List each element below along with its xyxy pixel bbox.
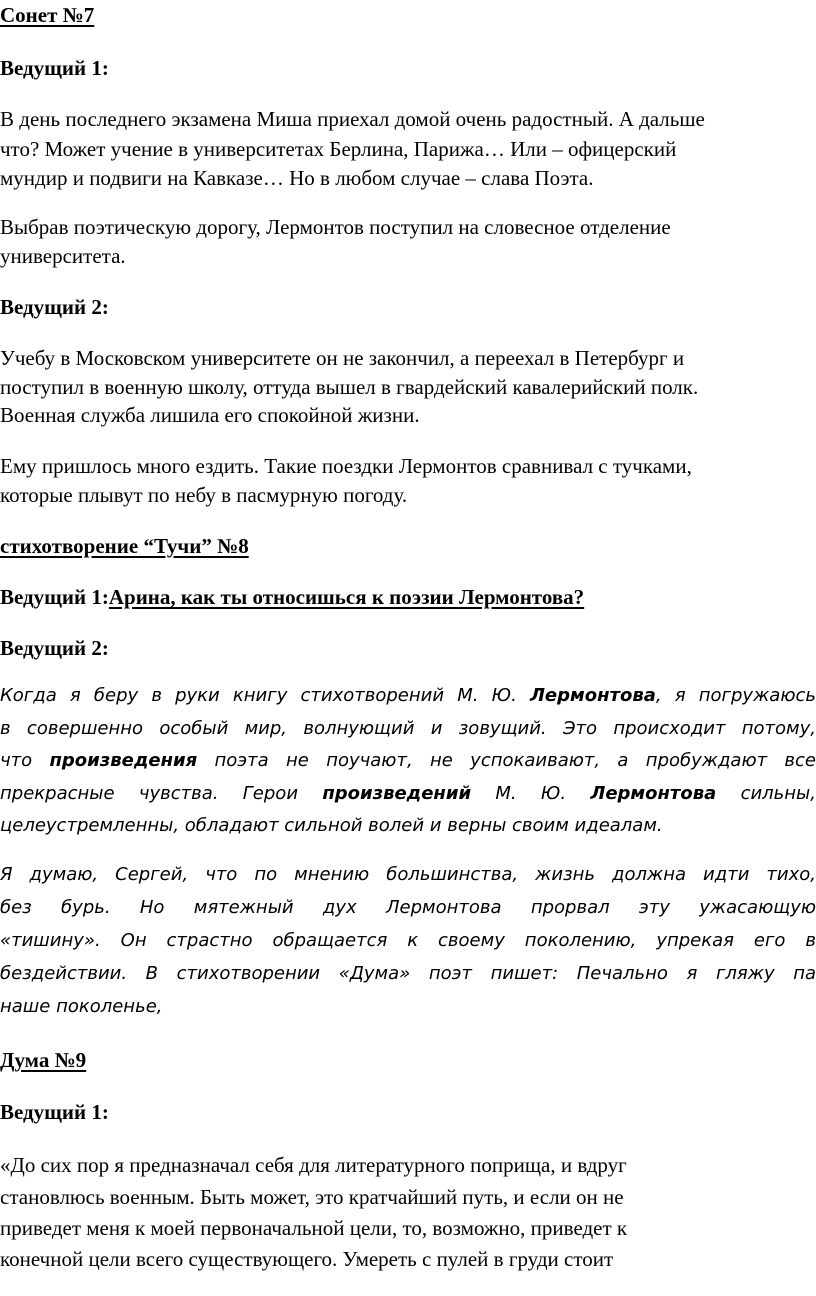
paragraph-line: университета.	[0, 244, 126, 268]
paragraph-line: что? Может учение в университетах Берлина, Парижа… Или – офицерский	[0, 137, 677, 161]
paragraph-line: Выбрав поэтическую дорогу, Лермонтов поступил на словесное отделение	[0, 215, 671, 239]
italic-text: прекрасные чувства. Герои	[0, 783, 323, 804]
paragraph-line: поступил в военную школу, оттуда вышел в гвардейский кавалерийский полк.	[0, 375, 699, 399]
paragraph-line: становлюсь военным. Быть может, это кратчайший путь, и если он не	[0, 1185, 624, 1209]
speaker-label-1: Ведущий 1:	[0, 1100, 109, 1124]
paragraph-line: В день последнего экзамена Миша приехал домой очень радостный. А дальше	[0, 107, 705, 131]
speaker-label-1: Ведущий 1:	[0, 56, 109, 80]
heading-poem-8: стихотворение “Тучи” №8	[0, 534, 249, 558]
paragraph-line: Ему пришлось много ездить. Такие поездки Лермонтов сравнивал с тучками,	[0, 454, 692, 478]
italic-paragraph-line: бездействии. В стихотворении «Дума» поэт пишет: Печально я гляжу па	[0, 963, 816, 984]
italic-paragraph-line	[0, 748, 816, 774]
italic-paragraph-line: без бурь. Но мятежный дух Лермонтова прорвал эту ужасающую	[0, 897, 816, 918]
paragraph-line: приведет меня к моей первоначальной цели, то, возможно, приведет к	[0, 1216, 628, 1240]
emphasis-text: произведений	[322, 783, 472, 804]
paragraph-line: конечной цели всего существующего. Умереть с пулей в груди стоит	[0, 1247, 614, 1271]
speaker-label-2: Ведущий 2:	[0, 295, 109, 319]
paragraph-line: мундир и подвиги на Кавказе… Но в любом случае – слава Поэта.	[0, 166, 594, 190]
paragraph-line: Военная служба лишила его спокойной жизни.	[0, 403, 420, 427]
italic-paragraph-line: наше поколенье,	[0, 996, 163, 1017]
heading-duma-9: Дума №9	[0, 1048, 87, 1072]
italic-paragraph-line: целеустремленны, обладают сильной волей и верны своим идеалам.	[0, 815, 663, 836]
paragraph-line: Учебу в Московском университете он не закончил, а переехал в Петербург и	[0, 346, 685, 370]
speaker-label-1: Ведущий 1:	[0, 585, 109, 609]
emphasis-text: Лермонтова	[590, 783, 717, 804]
italic-text: М. Ю.	[471, 783, 591, 804]
italic-paragraph-line	[0, 781, 816, 807]
italic-text: что	[0, 750, 50, 771]
speaker-label-1-question-line	[0, 584, 584, 610]
italic-paragraph-line: Я думаю, Сергей, что по мнению большинства, жизнь должна идти тихо,	[0, 864, 816, 885]
paragraph-line: которые плывут по небу в пасмурную погоду.	[0, 483, 408, 507]
italic-paragraph-line	[0, 683, 816, 709]
emphasis-text: Лермонтова	[529, 685, 656, 706]
italic-text: сильны,	[716, 783, 816, 804]
italic-text: Когда я беру в руки книгу стихотворений М. Ю.	[0, 685, 530, 706]
speaker-label-2: Ведущий 2:	[0, 636, 109, 660]
italic-text: поэта не поучают, не успокаивают, а пробуждают все	[197, 750, 816, 771]
italic-text: , я погружаюсь	[655, 685, 816, 706]
heading-sonnet-7: Сонет №7	[0, 3, 95, 27]
italic-paragraph-line: в совершенно особый мир, волнующий и зовущий. Это происходит потому,	[0, 718, 816, 739]
emphasis-text: произведения	[49, 750, 198, 771]
paragraph-line: «До сих пор я предназначал себя для литературного поприща, и вдруг	[0, 1153, 627, 1177]
italic-paragraph-line: «тишину». Он страстно обращается к своему поколению, упрекая его в	[0, 930, 816, 951]
question-text: Арина, как ты относишься к поэзии Лермонтова?	[108, 585, 585, 609]
